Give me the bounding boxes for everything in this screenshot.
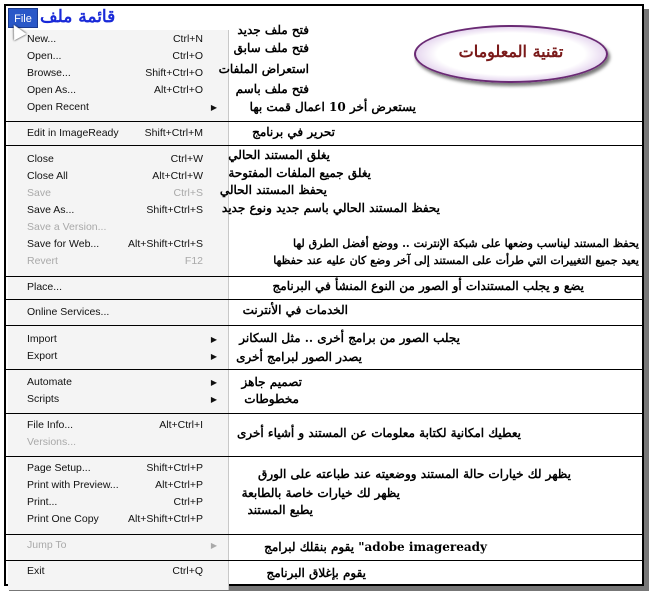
menu-item-print[interactable]: Print... Ctrl+P — [27, 496, 203, 508]
desc-page-setup: يظهر لك خيارات حالة المستند ووضعيته عند طباعته على الورق — [258, 467, 571, 481]
desc-open: فتح ملف سابق — [233, 41, 309, 55]
submenu-arrow-icon: ▶ — [210, 352, 217, 361]
desc-revert: يعيد جميع التغييرات التي طرأت على المستند إلى آخر وضع كان عليه عند حفظها — [273, 254, 639, 267]
badge-text: تقنية المعلومات — [458, 42, 564, 61]
file-menu-tab[interactable]: File — [8, 8, 38, 28]
desc-print: يطبع المستند — [247, 503, 313, 517]
desc-open-recent: يستعرض أخر 10 اعمال قمت بها — [249, 100, 416, 114]
desc-jump-to: adobe imageready" يقوم بنقلك لبرامج — [264, 540, 487, 554]
desc-save-for-web: يحفظ المستند ليناسب وضعها على شبكة الإنترنت .. ووضع أفضل الطرق لها — [292, 237, 639, 250]
menu-item-page-setup[interactable]: Page Setup... Shift+Ctrl+P — [27, 462, 203, 474]
desc-automate: تصميم جاهز — [241, 375, 302, 389]
menu-item-file-info[interactable]: File Info... Alt+Ctrl+I — [27, 419, 203, 431]
title-badge — [414, 25, 608, 83]
separator — [6, 534, 644, 535]
menu-item-export[interactable]: Export ▶ — [27, 350, 217, 362]
menu-item-open-as[interactable]: Open As... Alt+Ctrl+O — [27, 84, 203, 96]
desc-place: يضع و يجلب المستندات أو الصور من النوع المنشأ في البرنامج — [272, 279, 584, 293]
menu-item-automate[interactable]: Automate ▶ — [27, 376, 217, 388]
submenu-arrow-icon: ▶ — [210, 541, 217, 550]
menu-item-close[interactable]: Close Ctrl+W — [27, 153, 203, 165]
menu-item-jump-to[interactable]: Jump To ▶ — [27, 539, 217, 551]
menu-item-save[interactable]: Save Ctrl+S — [27, 187, 203, 199]
desc-exit: يقوم بإغلاق البرنامج — [266, 566, 366, 580]
desc-online-services: الخدمات في الأنترنت — [242, 303, 348, 317]
desc-save: يحفظ المستند الحالي — [219, 183, 327, 197]
menu-item-browse[interactable]: Browse... Shift+Ctrl+O — [27, 67, 203, 79]
menu-item-open[interactable]: Open... Ctrl+O — [27, 50, 203, 62]
desc-scripts: مخطوطات — [244, 392, 299, 406]
menu-item-save-for-web[interactable]: Save for Web... Alt+Shift+Ctrl+S — [27, 238, 203, 250]
desc-new: فتح ملف جديد — [237, 23, 309, 37]
submenu-arrow-icon: ▶ — [210, 395, 217, 404]
submenu-arrow-icon: ▶ — [210, 378, 217, 387]
menu-item-edit-in-imageready[interactable]: Edit in ImageReady Shift+Ctrl+M — [27, 127, 203, 139]
separator — [6, 276, 644, 277]
desc-open-as: فتح ملف باسم — [235, 82, 309, 96]
menu-item-new[interactable]: New... Ctrl+N — [27, 33, 203, 45]
menu-item-open-recent[interactable]: Open Recent ▶ — [27, 101, 217, 113]
submenu-arrow-icon: ▶ — [210, 335, 217, 344]
desc-browse: استعراض الملفات — [218, 62, 309, 76]
separator — [6, 299, 644, 300]
separator — [6, 145, 644, 146]
separator — [6, 413, 644, 414]
menu-item-print-one-copy[interactable]: Print One Copy Alt+Shift+Ctrl+P — [27, 513, 203, 525]
menu-item-scripts[interactable]: Scripts ▶ — [27, 393, 217, 405]
separator — [6, 121, 644, 122]
menu-item-exit[interactable]: Exit Ctrl+Q — [27, 565, 203, 577]
desc-print-with-preview: يظهر لك خيارات خاصة بالطابعة — [241, 486, 400, 500]
separator — [6, 369, 644, 370]
desc-import: يجلب الصور من برامج أخرى .. مثل السكانر — [239, 331, 460, 345]
menu-item-place[interactable]: Place... — [27, 281, 63, 293]
menu-item-close-all[interactable]: Close All Alt+Ctrl+W — [27, 170, 203, 182]
desc-save-as: يحفظ المستند الحالي باسم جديد ونوع جديد — [221, 201, 440, 215]
menu-item-online-services[interactable]: Online Services... — [27, 306, 110, 318]
desc-file-info: يعطيك امكانية لكتابة معلومات عن المستند و أشياء أخرى — [236, 426, 521, 440]
menu-item-save-as[interactable]: Save As... Shift+Ctrl+S — [27, 204, 203, 216]
desc-edit-in-imageready: تحرير في برنامج — [252, 125, 335, 139]
separator — [6, 560, 644, 561]
desc-close-all: يغلق جميع الملفات المفتوحة — [228, 166, 371, 180]
menu-item-versions[interactable]: Versions... — [27, 436, 77, 448]
separator — [6, 325, 644, 326]
menu-title: قائمة ملف — [40, 7, 116, 27]
menu-item-print-with-preview[interactable]: Print with Preview... Alt+Ctrl+P — [27, 479, 203, 491]
menu-item-import[interactable]: Import ▶ — [27, 333, 217, 345]
menu-item-revert[interactable]: Revert F12 — [27, 255, 203, 267]
menu-item-save-a-version[interactable]: Save a Version... — [27, 221, 107, 233]
desc-close: يغلق المستند الحالي — [228, 148, 330, 162]
submenu-arrow-icon: ▶ — [210, 103, 217, 112]
desc-export: يصدر الصور لبرامج أخرى — [236, 350, 362, 364]
separator — [6, 456, 644, 457]
